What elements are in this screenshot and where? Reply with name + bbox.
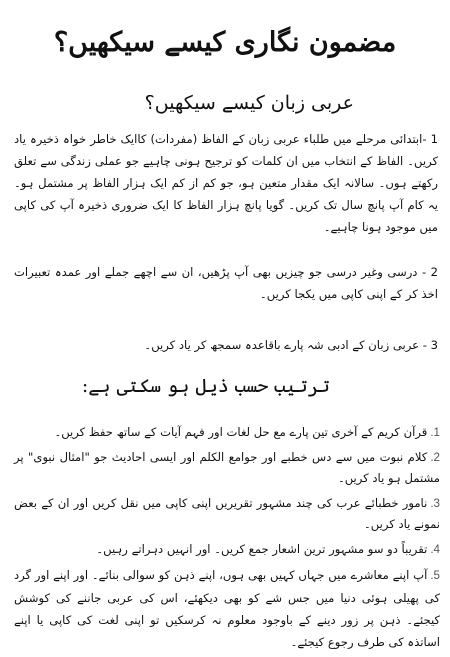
paragraph-point-3: 3 - عربی زبان کے ادبی شہ پارے باقاعدہ سمجھ کر یاد کریں۔ (144, 338, 438, 352)
list-text: تقریباً دو سو مشہور ترین اشعار جمع کریں۔ اور انہیں دہراتے رہیں۔ (96, 542, 428, 556)
list-item (14, 422, 440, 443)
section-heading-arabic: عربی زبان کیسے سیکھیں؟ (144, 92, 354, 114)
paragraph-point-2: 2 - درسی وغیر درسی جو چیزیں بھی آپ پڑھیں، ان سے اچھے جملے اور عمدہ تعبیرات اخذ کر کے اپنی کاپی میں یکجا کریں۔ (14, 265, 438, 301)
list-text: نامور خطبائے عرب کی چند مشہور تقریریں اپنی کاپی میں نقل کریں اور ان کے بعض نمونے یاد کریں۔ (14, 496, 440, 531)
order-list (14, 422, 440, 657)
list-item (14, 493, 440, 535)
list-number: 4. (430, 543, 440, 556)
list-item (14, 539, 440, 560)
page-title: مضمون نگاری کیسے سیکھیں؟ (53, 27, 397, 58)
list-number: 1. (430, 426, 440, 439)
list-number: 3. (430, 497, 440, 510)
list-item (14, 447, 440, 489)
list-number: 5. (430, 569, 440, 582)
list-text: کلام نبوت میں سے دس خطبے اور جوامع الکلم اور ایسی احادیث جو "امثال نبوی" پر مشتمل ہو یاد کریں۔ (14, 450, 440, 485)
list-text: آپ اپنے معاشرے میں جہاں کہیں بھی ہوں، اپنے ذہن کو سوالی بنائے۔ اور اپنے اور گرد کی پھیلی ہوئی دنیا میں جس شے کو بھی دیکھئے، اس کی عربی جاننے کی کوشش کیجئے۔ ذہن پر زور دینے کے باوجود معلوم نہ کرسکیں تو اپنی لغت کی کاپی یا اپنے اساتذہ کی طرف رجوع کیجئے۔ (14, 568, 440, 649)
section-heading-order: ترتیب حسب ذیل ہو سکتی ہے: (81, 375, 330, 397)
list-number: 2. (430, 451, 440, 464)
paragraph-point-1: 1 -ابتدائی مرحلے میں طلباء عربی زبان کے الفاظ (مفردات) کاایک خاطر خواہ ذخیرہ یاد کریں۔ الفاظ کے انتخاب میں ان کلمات کو ترجیح ہونی چاہیے جو عملی زندگی سے تعلق رکھتے ہوں۔ سالانہ ایک مقدار متعین ہو، جو کم از کم ایک ہزار الفاظ پر مشتمل ہو۔ یہ کام آپ پانچ سال تک کریں۔ گویا پانچ ہزار الفاظ کا ایک ضروری ذخیرہ آپ کی کاپی میں موجود ہونا چاہیے۔ (14, 132, 438, 234)
list-text: قرآن کریم کے آخری تین پارے مع حل لغات اور فہم آیات کے ساتھ حفظ کریں۔ (54, 425, 428, 439)
